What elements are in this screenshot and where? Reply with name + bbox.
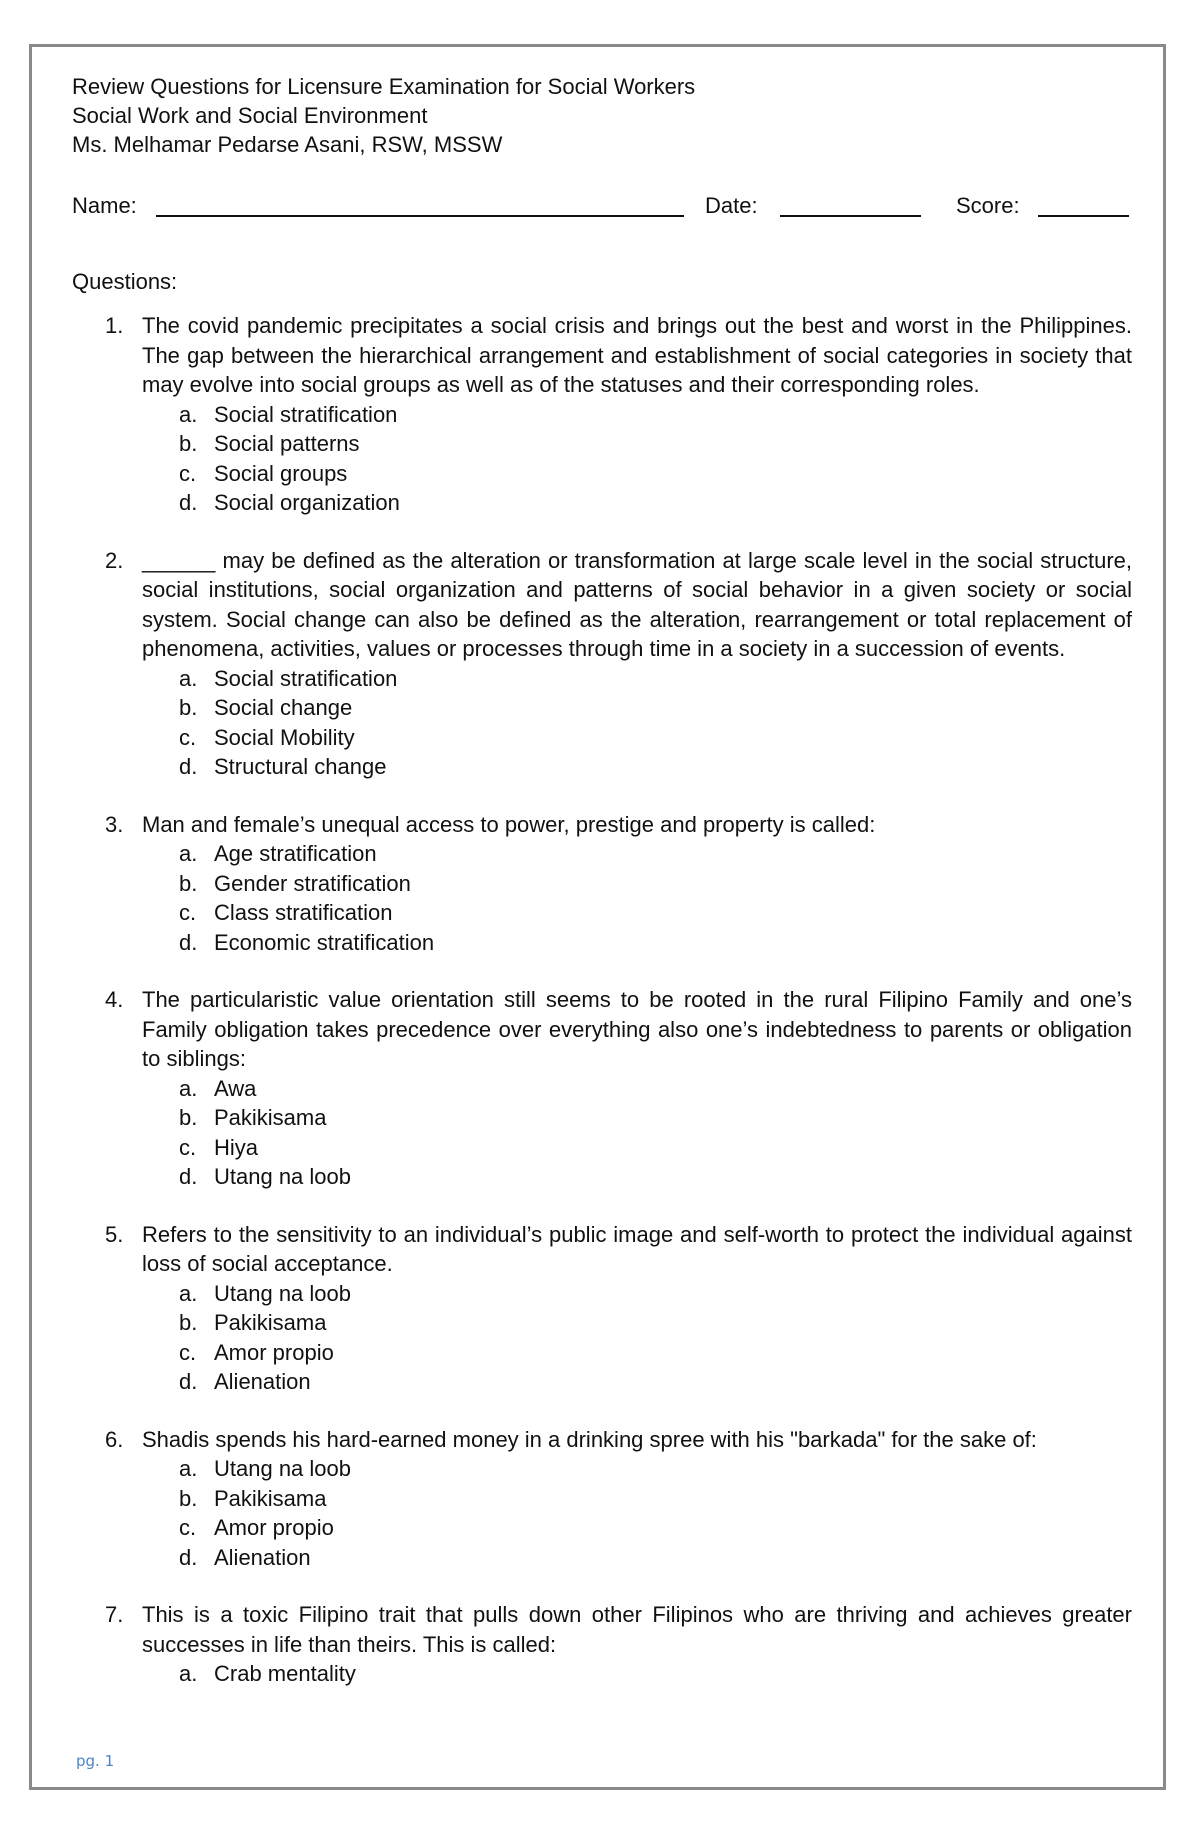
choice-list bbox=[142, 1074, 1132, 1192]
choice-letter: a. bbox=[179, 1661, 198, 1686]
question-item bbox=[72, 546, 1132, 782]
answer-choice bbox=[142, 1513, 1132, 1543]
choice-letter: b. bbox=[179, 870, 198, 896]
answer-choice bbox=[142, 1103, 1132, 1133]
answer-choice bbox=[142, 1133, 1132, 1163]
choice-letter: d. bbox=[179, 1164, 198, 1189]
choice-letter: a. bbox=[179, 841, 198, 866]
answer-choice bbox=[142, 1074, 1132, 1104]
question-item bbox=[72, 1600, 1132, 1689]
choice-letter: c. bbox=[179, 460, 197, 486]
answer-choice bbox=[142, 664, 1132, 694]
choice-letter: a. bbox=[179, 401, 198, 427]
choice-text: Social change bbox=[214, 695, 353, 720]
answer-choice bbox=[142, 1543, 1132, 1573]
answer-choice bbox=[142, 898, 1132, 928]
choice-text: Pakikisama bbox=[214, 1310, 327, 1335]
choice-letter: b. bbox=[179, 1485, 198, 1511]
choice-list bbox=[142, 1659, 1132, 1689]
question-item bbox=[72, 810, 1132, 958]
choice-text: Social Mobility bbox=[214, 724, 355, 750]
answer-choice bbox=[142, 1484, 1132, 1514]
question-text: This is a toxic Filipino trait that pulls down other Filipinos who are thriving and achieves greater successes in life than theirs. This is called: bbox=[142, 1602, 1132, 1657]
choice-text: Hiya bbox=[214, 1134, 259, 1160]
answer-choice bbox=[142, 869, 1132, 899]
choice-letter: b. bbox=[179, 431, 198, 456]
questions-heading: Questions: bbox=[72, 269, 178, 294]
answer-choice bbox=[142, 1659, 1132, 1689]
choice-text: Social stratification bbox=[214, 665, 398, 691]
question-number: 2. bbox=[105, 547, 124, 573]
choice-text: Age stratification bbox=[214, 841, 377, 866]
choice-letter: b. bbox=[179, 695, 198, 720]
answer-choice bbox=[142, 1162, 1132, 1192]
question-number: 1. bbox=[105, 313, 124, 338]
question-item bbox=[72, 311, 1132, 518]
question-item bbox=[72, 1220, 1132, 1397]
name-field[interactable] bbox=[156, 193, 684, 217]
choice-list bbox=[142, 839, 1132, 957]
answer-choice bbox=[142, 693, 1132, 723]
choice-letter: d. bbox=[179, 490, 198, 515]
choice-letter: c. bbox=[179, 900, 197, 925]
answer-choice bbox=[142, 928, 1132, 958]
choice-text: Amor propio bbox=[214, 1339, 334, 1365]
question-number: 4. bbox=[105, 987, 124, 1012]
answer-choice bbox=[142, 1338, 1132, 1368]
answer-choice bbox=[142, 1308, 1132, 1338]
choice-letter: b. bbox=[179, 1105, 198, 1130]
date-field[interactable] bbox=[780, 193, 921, 217]
answer-choice bbox=[142, 723, 1132, 753]
question-text: Refers to the sensitivity to an individual’s public image and self-worth to protect the individual against loss of social acceptance. bbox=[142, 1221, 1132, 1276]
name-label: Name: bbox=[72, 193, 137, 218]
choice-text: Alienation bbox=[214, 1369, 311, 1394]
choice-text: Pakikisama bbox=[214, 1485, 327, 1511]
choice-text: Social patterns bbox=[214, 431, 360, 456]
choice-text: Utang na loob bbox=[214, 1456, 351, 1481]
choice-letter: d. bbox=[179, 1369, 198, 1394]
answer-choice bbox=[142, 429, 1132, 459]
question-number: 6. bbox=[105, 1426, 124, 1452]
choice-letter: a. bbox=[179, 665, 198, 691]
question-number: 5. bbox=[105, 1221, 124, 1247]
choice-text: Structural change bbox=[214, 754, 387, 779]
date-label: Date: bbox=[705, 193, 758, 218]
choice-letter: c. bbox=[179, 1515, 197, 1540]
document-body bbox=[72, 72, 1132, 1689]
answer-choice bbox=[142, 1367, 1132, 1397]
choice-letter: a. bbox=[179, 1456, 198, 1481]
choice-text: Utang na loob bbox=[214, 1164, 351, 1189]
choice-letter: d. bbox=[179, 929, 198, 955]
document-subject: Social Work and Social Environment bbox=[72, 103, 428, 128]
answer-choice bbox=[142, 1454, 1132, 1484]
choice-text: Gender stratification bbox=[214, 870, 411, 896]
choice-text: Utang na loob bbox=[214, 1280, 351, 1306]
answer-choice bbox=[142, 400, 1132, 430]
choice-text: Crab mentality bbox=[214, 1661, 356, 1686]
question-text: ______ may be defined as the alteration or transformation at large scale level in the social structure, social institutions, social organization and patterns of social behavior in a given society or social system. Social change can also be defined as the alteration, rearrangement or total replacement of phenomena, activities, values or processes through time in a society in a succession of events. bbox=[142, 547, 1132, 661]
page-number: pg. 1 bbox=[76, 1752, 115, 1770]
choice-text: Class stratification bbox=[214, 900, 393, 925]
question-list bbox=[72, 311, 1132, 1689]
question-text: The covid pandemic precipitates a social crisis and brings out the best and worst in the Philippines. The gap between the hierarchical arrangement and establishment of social categories in society that may evolve into social groups as well as of the statuses and their corresponding roles. bbox=[142, 313, 1132, 397]
choice-letter: a. bbox=[179, 1280, 198, 1306]
choice-text: Social stratification bbox=[214, 401, 398, 427]
question-number: 7. bbox=[105, 1602, 124, 1627]
answer-choice bbox=[142, 488, 1132, 518]
question-item bbox=[72, 1425, 1132, 1573]
choice-letter: c. bbox=[179, 1339, 197, 1365]
choice-text: Economic stratification bbox=[214, 929, 435, 955]
choice-list bbox=[142, 1279, 1132, 1397]
choice-text: Social organization bbox=[214, 490, 400, 515]
choice-text: Social groups bbox=[214, 460, 348, 486]
question-text: Man and female’s unequal access to power, prestige and property is called: bbox=[142, 811, 876, 837]
score-field[interactable] bbox=[1038, 193, 1129, 217]
choice-text: Pakikisama bbox=[214, 1105, 327, 1130]
answer-choice bbox=[142, 459, 1132, 489]
question-item bbox=[72, 985, 1132, 1192]
choice-list bbox=[142, 400, 1132, 518]
choice-letter: c. bbox=[179, 724, 197, 750]
choice-letter: c. bbox=[179, 1134, 197, 1160]
choice-text: Amor propio bbox=[214, 1515, 334, 1540]
answer-choice bbox=[142, 1279, 1132, 1309]
choice-list bbox=[142, 1454, 1132, 1572]
score-label: Score: bbox=[956, 193, 1020, 218]
document-author: Ms. Melhamar Pedarse Asani, RSW, MSSW bbox=[72, 132, 503, 157]
question-text: The particularistic value orientation still seems to be rooted in the rural Filipino Family and one’s Family obligation takes precedence over everything also one’s indebtedness to parents or obligation to siblings: bbox=[142, 987, 1132, 1071]
question-number: 3. bbox=[105, 811, 124, 837]
question-text: Shadis spends his hard-earned money in a drinking spree with his "barkada" for the sake of: bbox=[142, 1426, 1037, 1452]
choice-letter: b. bbox=[179, 1310, 198, 1335]
choice-letter: d. bbox=[179, 1544, 198, 1570]
student-info-row bbox=[72, 193, 1132, 223]
choice-text: Awa bbox=[214, 1075, 257, 1101]
choice-text: Alienation bbox=[214, 1544, 311, 1570]
choice-letter: a. bbox=[179, 1075, 198, 1101]
answer-choice bbox=[142, 839, 1132, 869]
choice-letter: d. bbox=[179, 754, 198, 779]
answer-choice bbox=[142, 752, 1132, 782]
document-title: Review Questions for Licensure Examination for Social Workers bbox=[72, 74, 696, 99]
choice-list bbox=[142, 664, 1132, 782]
